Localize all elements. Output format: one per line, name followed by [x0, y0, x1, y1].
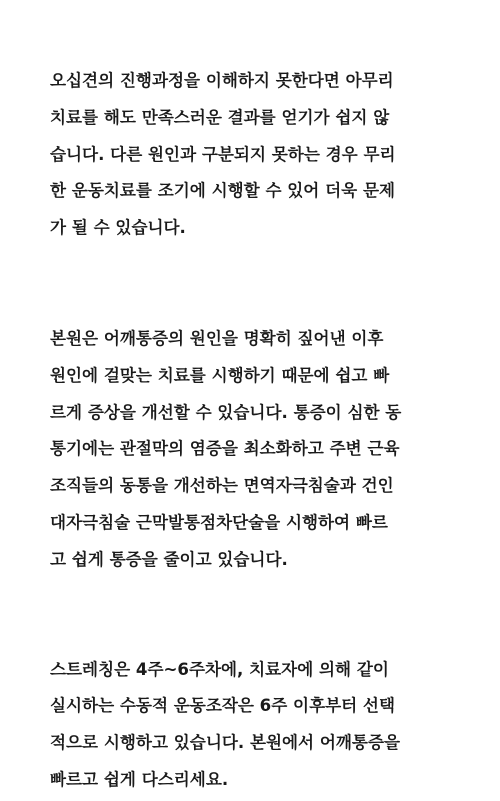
text-line: 실시하는 수동적 운동조작은 6주 이후부터 선택	[50, 696, 395, 716]
text-line: 빠르고 쉽게 다스리세요.	[50, 769, 229, 789]
text-line: 원인에 걸맞는 치료를 시행하기 때문에 쉽고 빠	[50, 365, 390, 385]
text-line: 통기에는 관절막의 염증을 최소화하고 주변 근육	[50, 439, 400, 459]
text-line: 가 될 수 있습니다.	[50, 218, 186, 238]
text-line: 고 쉽게 통증을 줄이고 있습니다.	[50, 549, 288, 569]
paragraph-frozen-shoulder-progression	[50, 63, 460, 247]
text-line: 적으로 시행하고 있습니다. 본원에서 어깨통증을	[50, 733, 401, 753]
text-line: 치료를 해도 만족스러운 결과를 얻기가 쉽지 않	[50, 107, 390, 127]
text-line: 습니다. 다른 원인과 구분되지 못하는 경우 무리	[50, 144, 396, 164]
text-line: 조직들의 동통을 개선하는 면역자극침술과 건인	[50, 476, 394, 496]
text-line: 본원은 어깨통증의 원인을 명확히 짚어낸 이후	[50, 328, 384, 348]
text-line: 대자극침술 근막발통점차단술을 시행하여 빠르	[50, 512, 388, 532]
text-line: 오십견의 진행과정을 이해하지 못한다면 아무리	[50, 71, 394, 90]
paragraph-stretching-schedule	[50, 652, 460, 799]
text-line: 르게 증상을 개선할 수 있습니다. 통증이 심한 동	[50, 402, 402, 422]
text-line: 스트레칭은 4주~6주차에, 치료자에 의해 같이	[50, 659, 389, 679]
article-body	[50, 63, 460, 799]
paragraph-clinic-treatment	[50, 321, 460, 579]
text-line: 한 운동치료를 조기에 시행할 수 있어 더욱 문제	[50, 181, 395, 201]
